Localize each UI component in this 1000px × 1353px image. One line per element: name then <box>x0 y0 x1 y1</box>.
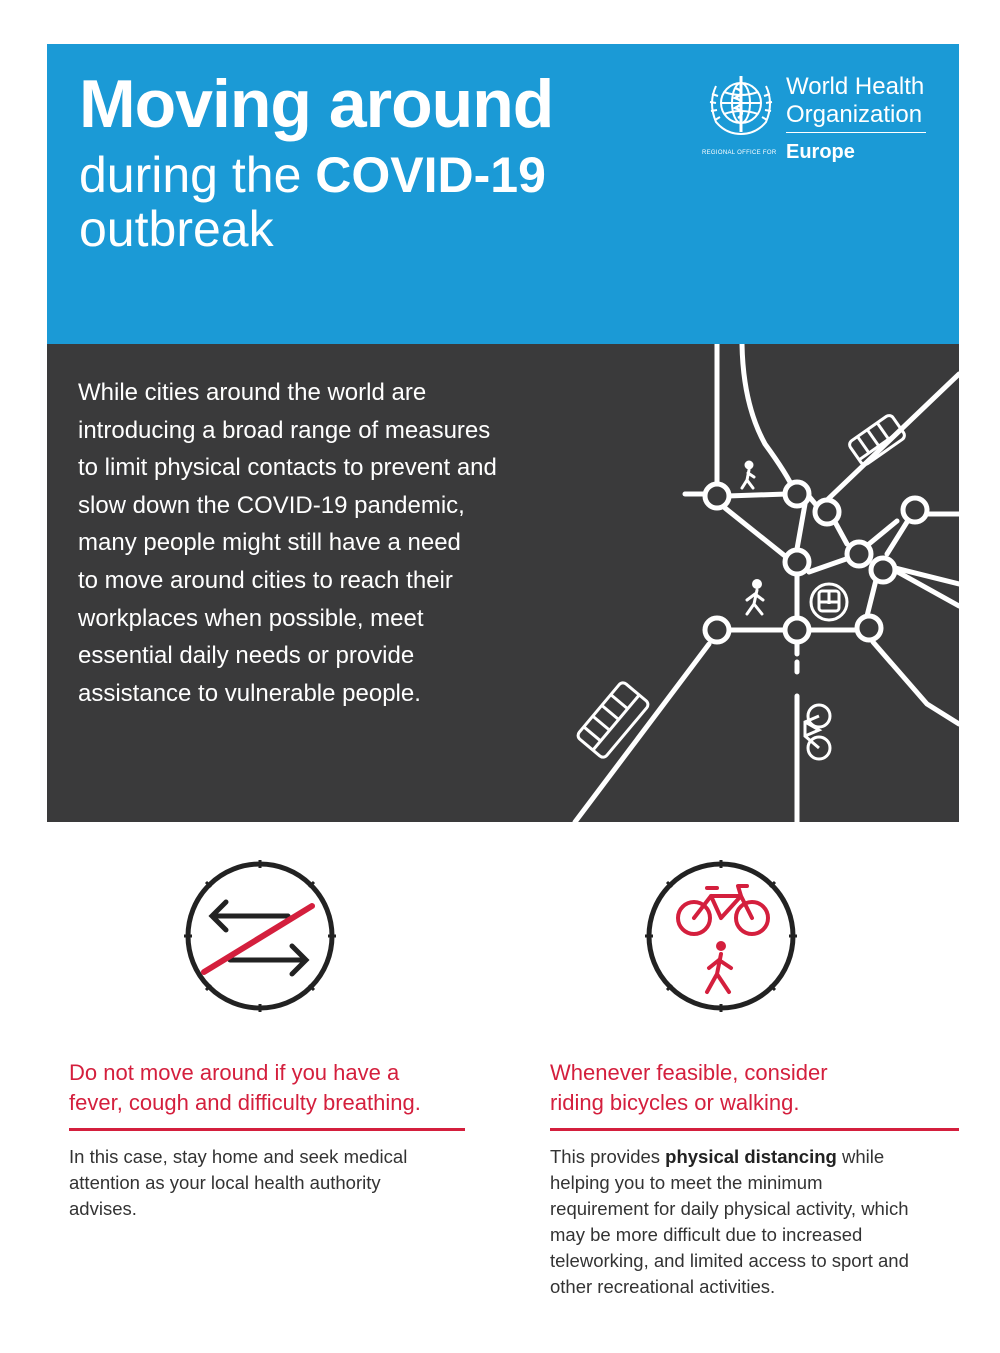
who-emblem-icon <box>702 70 780 140</box>
tip-heading <box>69 1058 489 1118</box>
intro-text <box>78 374 578 712</box>
tram-icon <box>848 414 907 467</box>
intro-line: to limit physical contacts to prevent and <box>78 454 497 482</box>
network-map-icon <box>547 344 959 822</box>
region-label: Europe <box>786 141 855 163</box>
header-banner <box>47 44 959 344</box>
tip-heading-line: Do not move around if you have a <box>69 1060 400 1085</box>
tip-heading-line: Whenever feasible, consider <box>550 1060 828 1085</box>
tip-heading-line: fever, cough and difficulty breathing. <box>69 1090 421 1115</box>
tip-body <box>69 1144 489 1222</box>
bicycle-walking-icon <box>641 856 801 1016</box>
tip-body-line: may be more difficult due to increased <box>550 1224 863 1245</box>
who-logo <box>702 70 932 170</box>
tip-body-line: In this case, stay home and seek medical <box>69 1146 408 1167</box>
tip-body-line: advises. <box>69 1198 137 1219</box>
tip-body-text: while <box>836 1146 885 1167</box>
tip-body-line: teleworking, and limited access to sport and <box>550 1250 909 1271</box>
bicycle-icon <box>805 705 830 759</box>
tip-heading-line: riding bicycles or walking. <box>550 1090 800 1115</box>
intro-line: assistance to vulnerable people. <box>78 679 421 707</box>
tip-body-line: requirement for daily physical activity, which <box>550 1198 909 1219</box>
subtitle-bold: COVID-19 <box>315 147 546 203</box>
train-icon <box>811 584 847 620</box>
org-divider <box>786 132 926 133</box>
intro-line: workplaces when possible, meet <box>78 604 424 632</box>
page-title: Moving around <box>79 66 554 142</box>
intro-line: essential daily needs or provide <box>78 642 415 670</box>
tip-body <box>550 1144 970 1300</box>
tip-body-line: other recreational activities. <box>550 1276 776 1297</box>
tip-body-line: helping you to meet the minimum <box>550 1172 823 1193</box>
org-name-line2: Organization <box>786 101 923 128</box>
intro-line: slow down the COVID-19 pandemic, <box>78 491 465 519</box>
subtitle-prefix: during the <box>79 147 316 203</box>
intro-line: to move around cities to reach their <box>78 566 453 594</box>
intro-line: introducing a broad range of measures <box>78 416 491 444</box>
intro-line: While cities around the world are <box>78 379 427 406</box>
tip-divider <box>69 1128 465 1131</box>
intro-band <box>47 344 959 822</box>
no-movement-icon <box>180 856 340 1016</box>
intro-line: many people might still have a need <box>78 529 461 557</box>
org-name-line1: World Health <box>786 73 925 100</box>
tip-body-line: attention as your local health authority <box>69 1172 381 1193</box>
tip-body-text: This provides <box>550 1146 666 1167</box>
tip-body-emphasis: physical distancing <box>665 1146 837 1167</box>
regional-office-label: REGIONAL OFFICE FOR <box>702 150 777 156</box>
bus-icon <box>576 681 650 759</box>
tip-divider <box>550 1128 959 1131</box>
tip-heading <box>550 1058 970 1118</box>
subtitle-line3: outbreak <box>79 201 274 257</box>
page-subtitle <box>79 148 546 256</box>
